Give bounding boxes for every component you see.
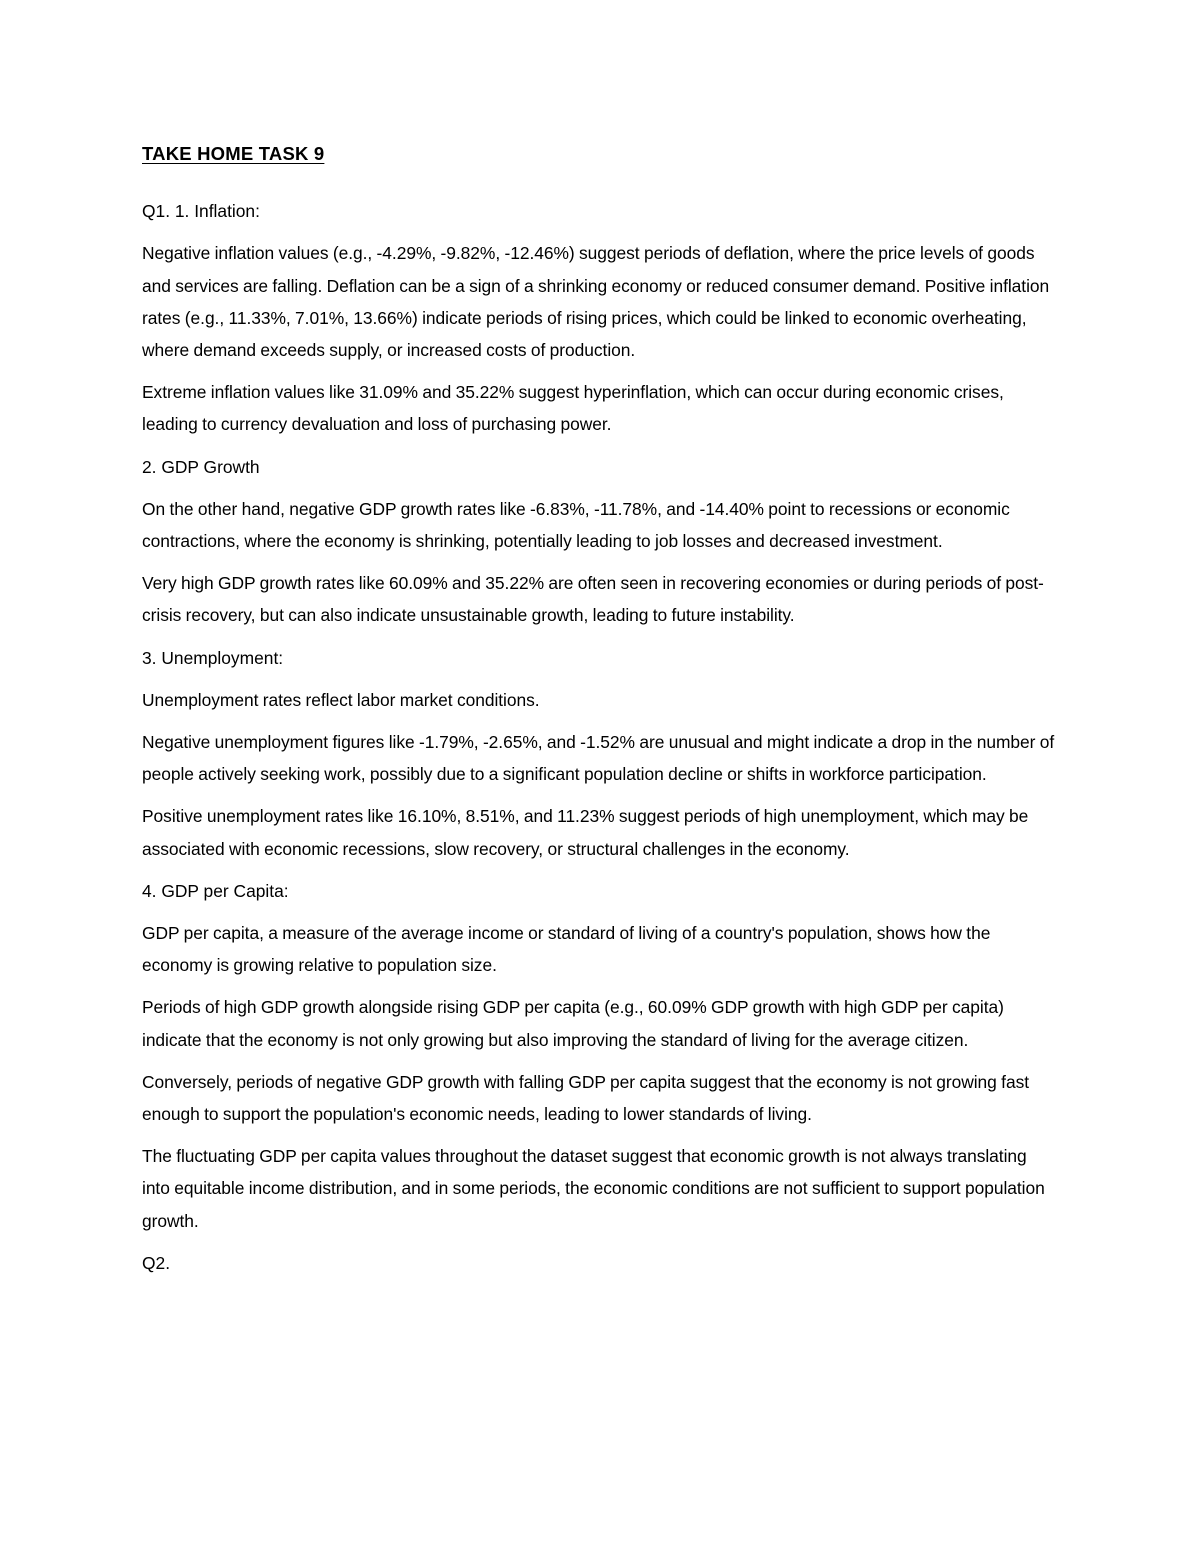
heading-gdp-growth: 2. GDP Growth — [142, 456, 260, 477]
paragraph-high-growth-rising-capita: Periods of high GDP growth alongside rising GDP per capita (e.g., 60.09% GDP growth with high GDP per capita) indicate that the economy is not only growing but also improving the standard of living for the average citizen. — [142, 997, 1004, 1050]
paragraph-negative-gdp-growth: On the other hand, negative GDP growth rates like -6.83%, -11.78%, and -14.40% point to recessions or economic contractions, where the economy is shrinking, potentially leading to job losses and decreased investment. — [142, 498, 1010, 551]
paragraph-negative-growth-falling-capita: Conversely, periods of negative GDP growth with falling GDP per capita suggest that the economy is not growing fast enough to support the population's economic needs, leading to lower standards of living. — [142, 1071, 1030, 1124]
heading-gdp-per-capita: 4. GDP per Capita: — [142, 880, 289, 901]
title-spacer — [142, 165, 1058, 195]
paragraph-extreme-inflation: Extreme inflation values like 31.09% and 35.22% suggest hyperinflation, which can occur during economic crises, leading to currency devaluation and loss of purchasing power. — [142, 382, 1004, 435]
document-body — [142, 195, 1058, 1279]
paragraph-fluctuating-capita: The fluctuating GDP per capita values throughout the dataset suggest that economic growth is not always translating into equitable income distribution, and in some periods, the economic conditions are not sufficient to support population growth. — [142, 1146, 1045, 1231]
paragraph-negative-inflation: Negative inflation values (e.g., -4.29%, -9.82%, -12.46%) suggest periods of deflation, where the price levels of goods and services are falling. Deflation can be a sign of a shrinking economy or reduced consumer demand. Positive inflation rates (e.g., 11.33%, 7.01%, 13.66%) indicate periods of rising prices, which could be linked to economic overheating, where demand exceeds supply, or increased costs of production. — [142, 243, 1050, 360]
heading-q1-inflation: Q1. 1. Inflation: — [142, 201, 260, 222]
heading-unemployment: 3. Unemployment: — [142, 647, 284, 668]
heading-q2: Q2. — [142, 1252, 171, 1273]
paragraph-gdp-per-capita-definition: GDP per capita, a measure of the average income or standard of living of a country's population, shows how the economy is growing relative to population size. — [142, 922, 991, 976]
paragraph-positive-unemployment: Positive unemployment rates like 16.10%, 8.51%, and 11.23% suggest periods of high unemployment, which may be associated with economic recessions, slow recovery, or structural challenges in the economy. — [142, 806, 1029, 859]
paragraph-high-gdp-growth: Very high GDP growth rates like 60.09% and 35.22% are often seen in recovering economies or during periods of post-crisis recovery, but can also indicate unsustainable growth, leading to future instability. — [142, 573, 1044, 626]
paragraph-unemployment-intro: Unemployment rates reflect labor market conditions. — [142, 689, 540, 710]
page-title: TAKE HOME TASK 9 — [142, 143, 325, 164]
paragraph-negative-unemployment: Negative unemployment figures like -1.79%, -2.65%, and -1.52% are unusual and might indicate a drop in the number of people actively seeking work, possibly due to a significant population decline or shifts in workforce participation. — [142, 731, 1055, 785]
